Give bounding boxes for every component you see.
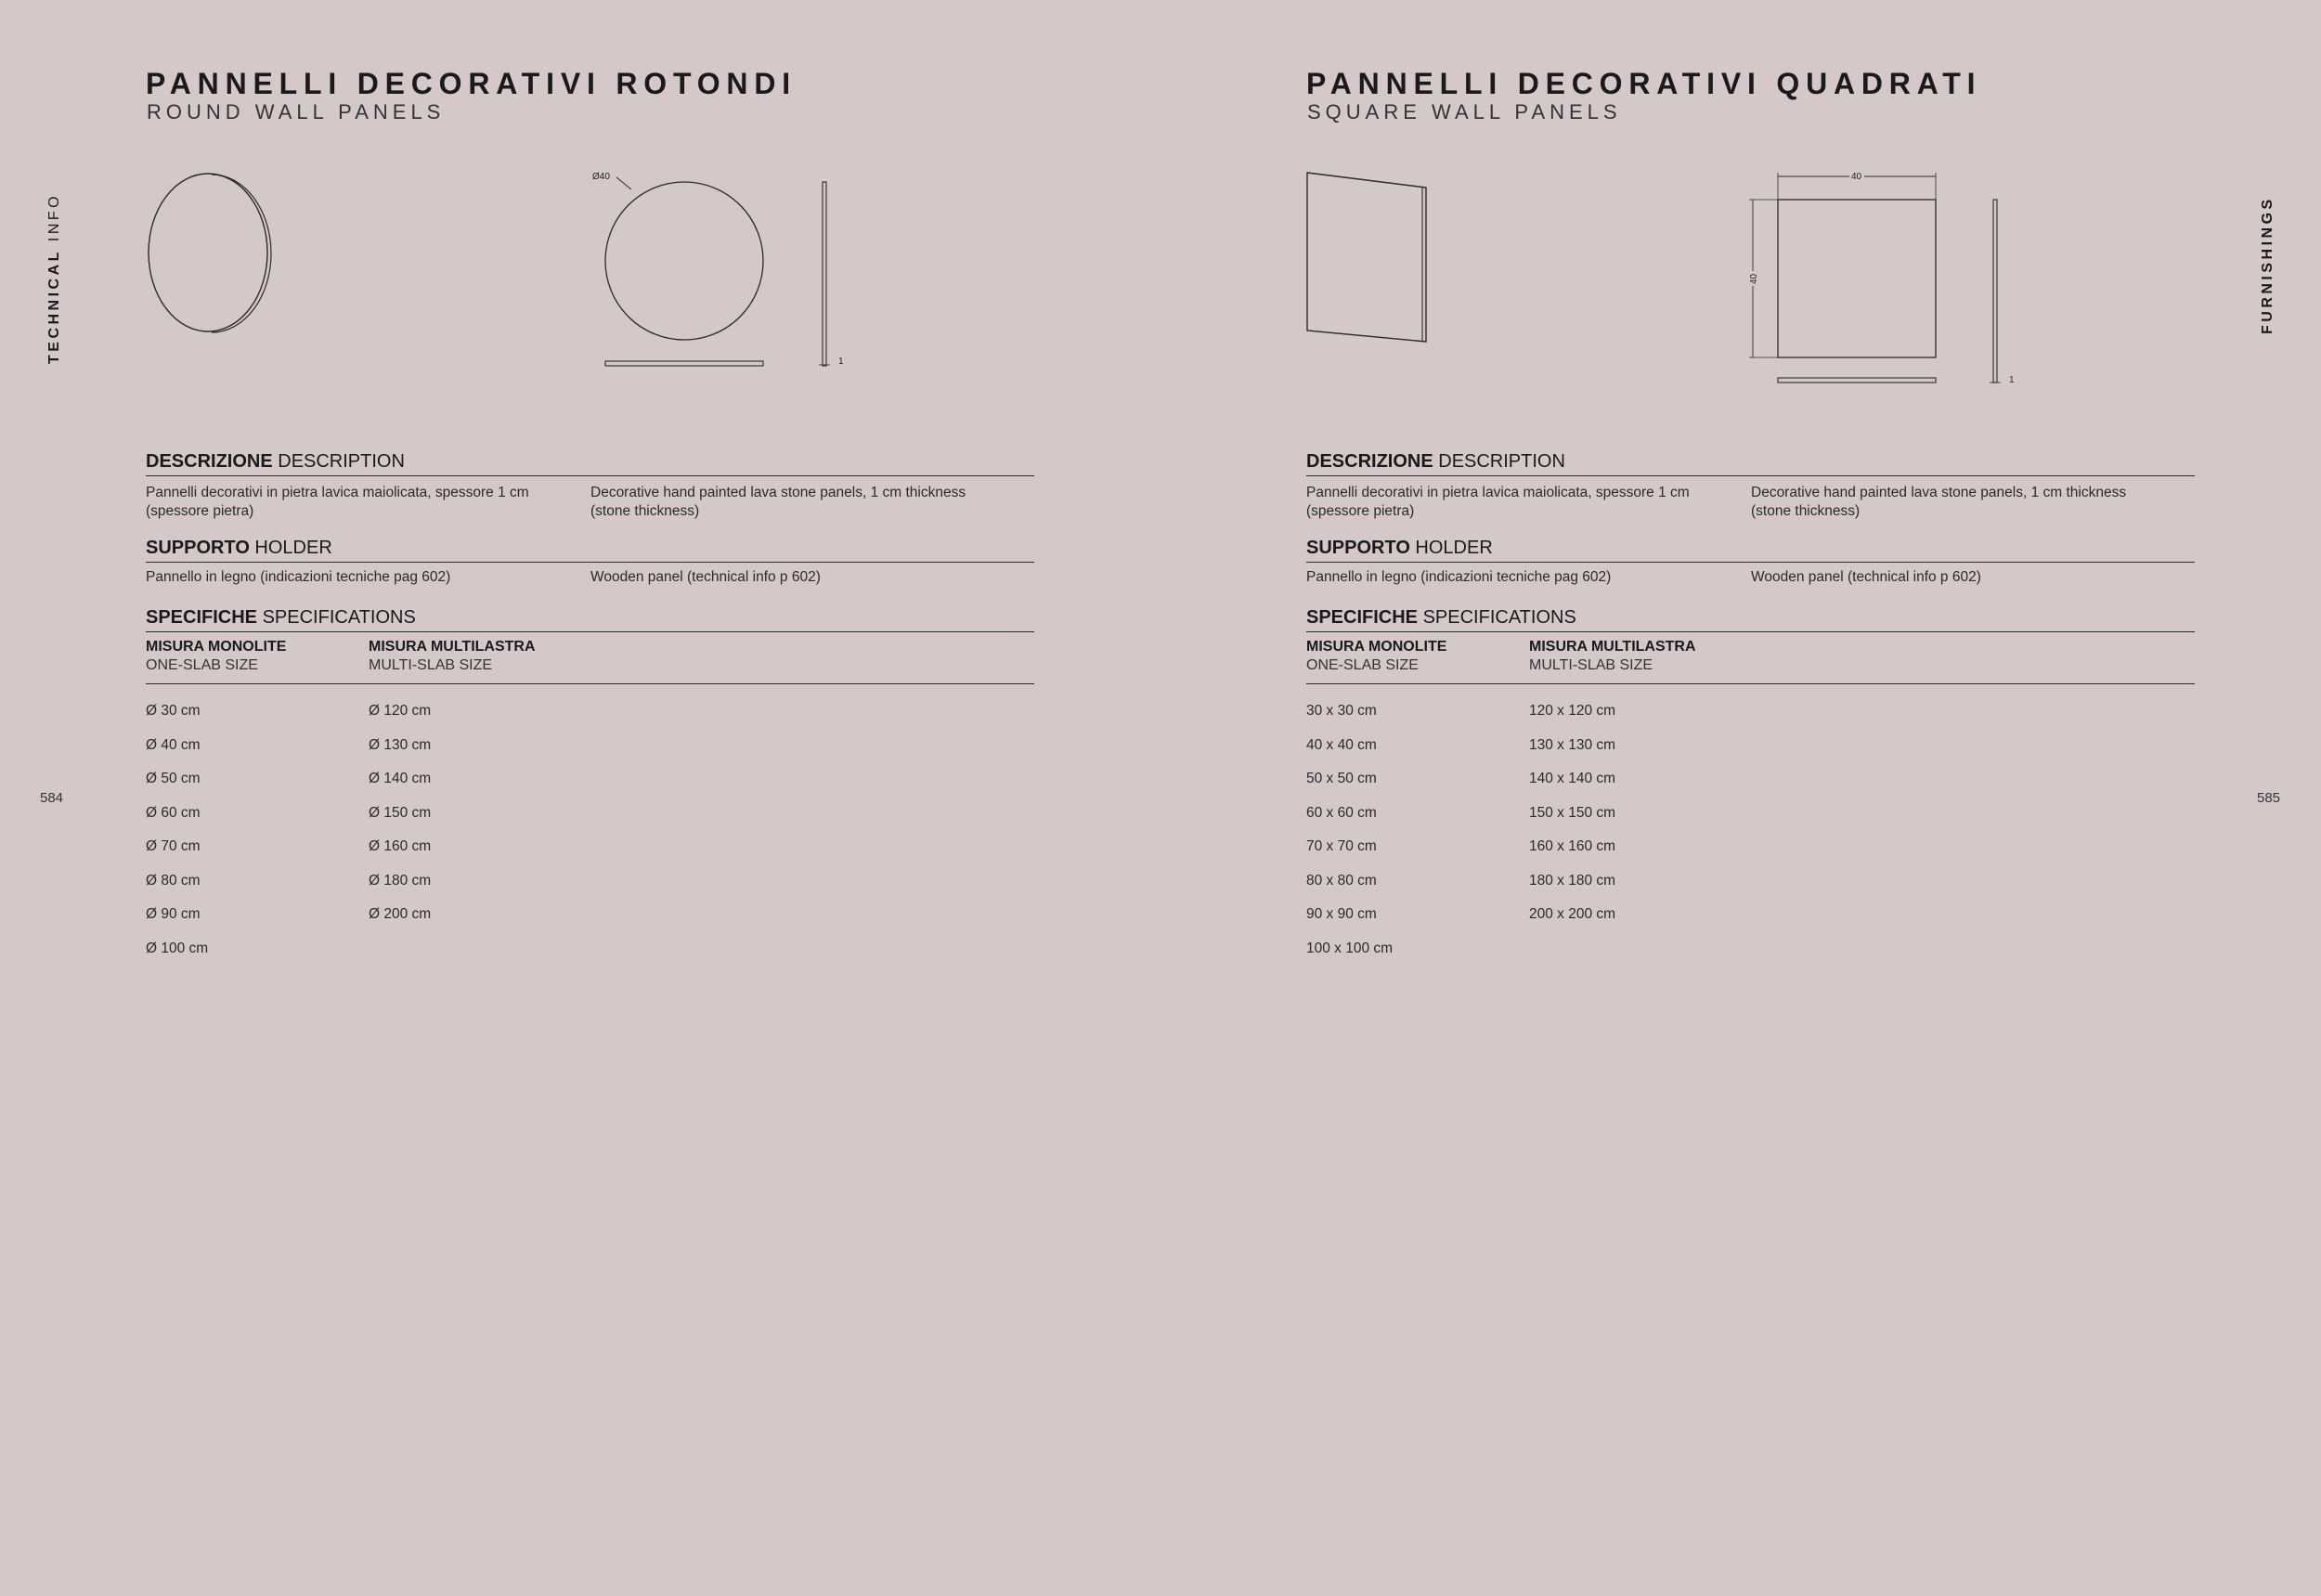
size-list-item: 70 x 70 cm bbox=[1306, 838, 1377, 854]
height-label: 40 bbox=[1749, 273, 1759, 284]
description-heading bbox=[1306, 451, 2195, 476]
square-panel-front-drawing bbox=[1745, 167, 2052, 399]
description-text bbox=[146, 484, 1034, 532]
panel-front-circle bbox=[605, 182, 763, 340]
right-page bbox=[1160, 0, 2321, 1596]
heading-bold: DESCRIZIONE bbox=[1306, 451, 1433, 472]
page-subtitle: ROUND WALL PANELS bbox=[147, 100, 446, 123]
col-title: MISURA MONOLITE bbox=[1306, 639, 1447, 655]
panel-front-face bbox=[1307, 173, 1426, 342]
description-it-line2: (spessore pietra) bbox=[146, 503, 254, 519]
left-page bbox=[0, 0, 1160, 1596]
col-subtitle: MULTI-SLAB SIZE bbox=[369, 657, 493, 673]
size-list-item: Ø 30 cm bbox=[146, 703, 201, 719]
col-subtitle: MULTI-SLAB SIZE bbox=[1529, 657, 1653, 673]
multilastra-size-list bbox=[1529, 703, 1615, 941]
technical-content bbox=[1306, 451, 2195, 956]
monolite-size-list bbox=[146, 703, 208, 974]
specs-table-header bbox=[1306, 632, 2195, 684]
round-panel-perspective-drawing bbox=[139, 167, 279, 344]
holder-it: Pannello in legno (indicazioni tecniche pag 602) bbox=[146, 569, 451, 585]
size-list-item: 80 x 80 cm bbox=[1306, 872, 1377, 889]
heading-bold: SPECIFICHE bbox=[146, 607, 258, 628]
heading-light: DESCRIPTION bbox=[272, 451, 405, 472]
panel-top-view bbox=[1778, 378, 1936, 383]
heading-light: HOLDER bbox=[1409, 538, 1493, 558]
size-list-item: Ø 130 cm bbox=[369, 736, 432, 753]
specs-heading bbox=[1306, 607, 2195, 632]
holder-text bbox=[146, 568, 1034, 594]
panel-side-view bbox=[823, 182, 826, 366]
size-list-item: 160 x 160 cm bbox=[1529, 838, 1616, 854]
page-number: 585 bbox=[2257, 790, 2281, 806]
size-list-item: Ø 100 cm bbox=[146, 940, 209, 956]
side-label-bold: FURNISHINGS bbox=[2260, 196, 2276, 334]
heading-light: HOLDER bbox=[249, 538, 332, 558]
description-en-line2: (stone thickness) bbox=[590, 503, 700, 519]
heading-bold: SUPPORTO bbox=[146, 538, 250, 558]
size-list-item: Ø 150 cm bbox=[369, 804, 432, 821]
size-list-item: 40 x 40 cm bbox=[1306, 736, 1377, 753]
size-list-item: Ø 120 cm bbox=[369, 703, 432, 719]
page-title: PANNELLI DECORATIVI ROTONDI bbox=[146, 67, 797, 100]
heading-light: DESCRIPTION bbox=[1433, 451, 1565, 472]
panel-back-edge bbox=[212, 175, 271, 332]
col-subtitle: ONE-SLAB SIZE bbox=[146, 657, 258, 673]
size-list-item: 60 x 60 cm bbox=[1306, 804, 1377, 821]
thickness-label: 1 bbox=[2009, 375, 2015, 385]
holder-en: Wooden panel (technical info p 602) bbox=[1751, 569, 1981, 585]
holder-heading bbox=[1306, 538, 2195, 563]
description-it-line2: (spessore pietra) bbox=[1306, 503, 1415, 519]
size-list-item: Ø 50 cm bbox=[146, 771, 201, 786]
col-title: MISURA MULTILASTRA bbox=[1529, 639, 1696, 655]
holder-heading bbox=[146, 538, 1034, 563]
side-label bbox=[46, 193, 63, 364]
description-en-line1: Decorative hand painted lava stone panels, 1 cm thickness bbox=[1751, 485, 2127, 500]
size-list-item: 130 x 130 cm bbox=[1529, 736, 1616, 753]
specs-table-header bbox=[146, 632, 1034, 684]
page-subtitle: SQUARE WALL PANELS bbox=[1307, 100, 1622, 123]
description-en bbox=[1751, 484, 2126, 521]
size-list-item: Ø 90 cm bbox=[146, 906, 201, 922]
col-subtitle: ONE-SLAB SIZE bbox=[1306, 657, 1419, 673]
heading-light: SPECIFICATIONS bbox=[257, 607, 416, 628]
size-list-item: Ø 80 cm bbox=[146, 872, 201, 889]
diameter-leader-line bbox=[616, 177, 631, 189]
size-list-item: 30 x 30 cm bbox=[1306, 703, 1377, 719]
holder-it: Pannello in legno (indicazioni tecniche pag 602) bbox=[1306, 569, 1612, 585]
panel-front-edge bbox=[149, 174, 267, 331]
description-it-line1: Pannelli decorativi in pietra lavica maiolicata, spessore 1 cm bbox=[1306, 485, 1690, 500]
description-text bbox=[1306, 484, 2195, 532]
technical-content bbox=[146, 451, 1034, 956]
size-list-item: Ø 200 cm bbox=[369, 906, 432, 922]
size-list-item: Ø 180 cm bbox=[369, 872, 432, 889]
description-en-line2: (stone thickness) bbox=[1751, 503, 1861, 519]
size-list-item: 50 x 50 cm bbox=[1306, 771, 1377, 786]
heading-bold: SUPPORTO bbox=[1306, 538, 1410, 558]
size-list-item: 90 x 90 cm bbox=[1306, 906, 1377, 922]
thickness-label: 1 bbox=[838, 357, 844, 367]
monolite-size-list bbox=[1306, 703, 1393, 974]
round-panel-front-drawing bbox=[585, 167, 863, 381]
side-label-bold: TECHNICAL bbox=[46, 249, 62, 364]
col-monolite-header bbox=[146, 638, 286, 675]
heading-bold: SPECIFICHE bbox=[1306, 607, 1419, 628]
description-it-line1: Pannelli decorativi in pietra lavica maiolicata, spessore 1 cm bbox=[146, 485, 529, 500]
size-list-item: 120 x 120 cm bbox=[1529, 703, 1616, 719]
multilastra-size-list bbox=[369, 703, 431, 941]
heading-bold: DESCRIZIONE bbox=[146, 451, 273, 472]
description-en bbox=[590, 484, 966, 521]
description-heading bbox=[146, 451, 1034, 476]
square-panel-perspective-drawing bbox=[1300, 167, 1439, 353]
holder-en: Wooden panel (technical info p 602) bbox=[590, 569, 821, 585]
side-label-light: INFO bbox=[46, 192, 62, 250]
size-list-item: 100 x 100 cm bbox=[1306, 940, 1394, 956]
size-list-item: 180 x 180 cm bbox=[1529, 872, 1616, 889]
col-multilastra-header bbox=[1529, 638, 1696, 675]
size-list-item: 150 x 150 cm bbox=[1529, 804, 1616, 821]
col-multilastra-header bbox=[369, 638, 536, 675]
diameter-label: Ø40 bbox=[592, 172, 610, 182]
size-list-item: Ø 70 cm bbox=[146, 838, 201, 854]
holder-text bbox=[1306, 568, 2195, 594]
panel-side-view bbox=[1993, 200, 1997, 383]
size-list-item: Ø 140 cm bbox=[369, 771, 432, 786]
col-title: MISURA MONOLITE bbox=[146, 639, 287, 655]
col-monolite-header bbox=[1306, 638, 1446, 675]
size-list-item: 140 x 140 cm bbox=[1529, 771, 1616, 786]
panel-front-square bbox=[1778, 200, 1936, 357]
description-en-line1: Decorative hand painted lava stone panels, 1 cm thickness bbox=[590, 485, 966, 500]
page-title: PANNELLI DECORATIVI QUADRATI bbox=[1306, 67, 1982, 100]
size-list-item: Ø 60 cm bbox=[146, 804, 201, 821]
specs-heading bbox=[146, 607, 1034, 632]
side-label bbox=[2260, 196, 2276, 334]
width-label: 40 bbox=[1851, 172, 1862, 182]
page-number: 584 bbox=[40, 790, 64, 806]
heading-light: SPECIFICATIONS bbox=[1418, 607, 1576, 628]
size-list-item: 200 x 200 cm bbox=[1529, 906, 1616, 922]
panel-top-view bbox=[605, 361, 763, 366]
size-list-item: Ø 40 cm bbox=[146, 736, 201, 753]
col-title: MISURA MULTILASTRA bbox=[369, 639, 536, 655]
size-list-item: Ø 160 cm bbox=[369, 838, 432, 854]
